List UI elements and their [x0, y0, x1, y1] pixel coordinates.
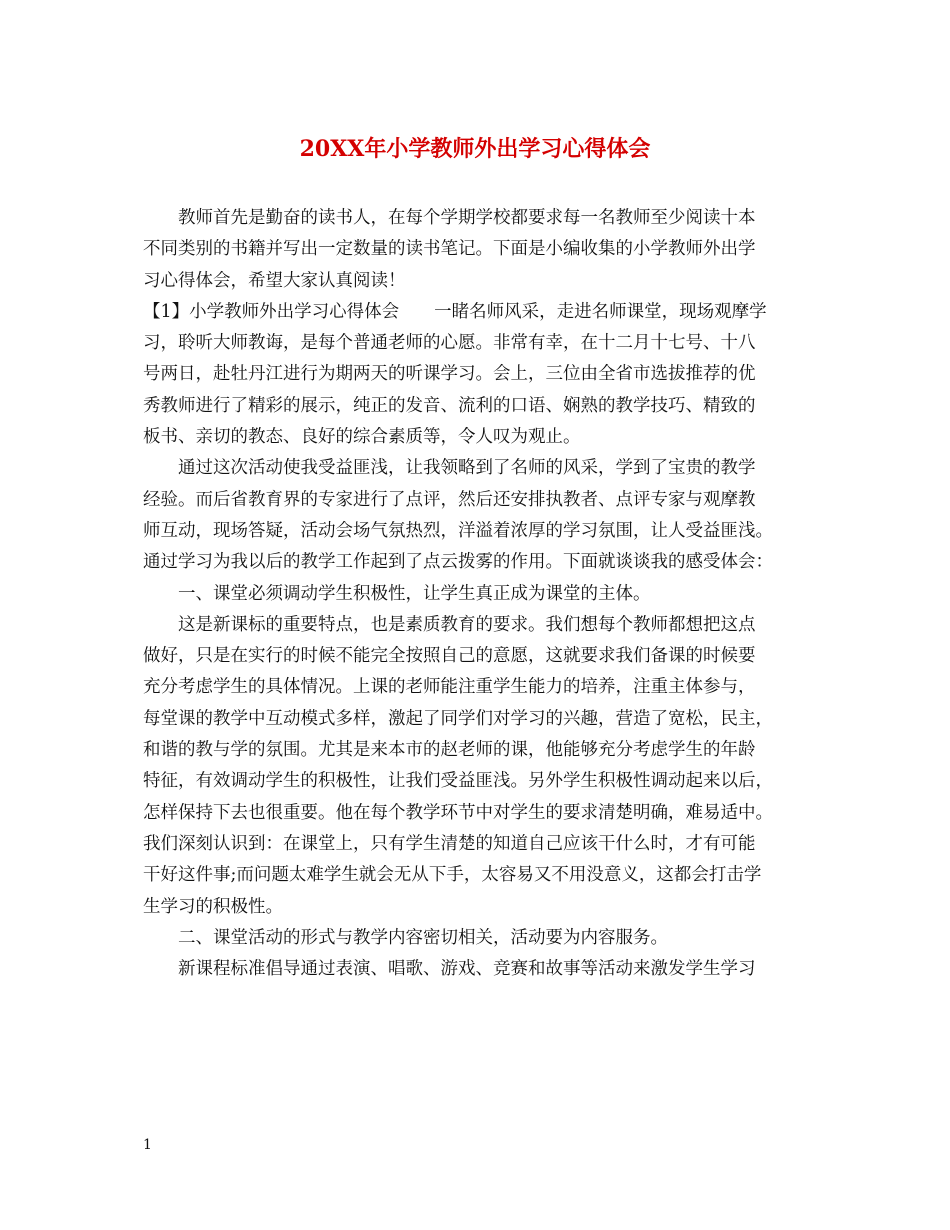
text-line: 生学习的积极性。 [143, 896, 283, 917]
text-line: 新课程标准倡导通过表演、唱歌、游戏、竞赛和故事等活动来激发学生学习 [178, 959, 756, 980]
text-line: 【1】小学教师外出学习心得体会 一睹名师风采，走进名师课堂，现场观摩学 [143, 301, 767, 322]
text-line: 和谐的教与学的氛围。尤其是来本市的赵老师的课，他能够充分考虑学生的年龄 [143, 740, 756, 761]
text-line: 我们深刻认识到：在课堂上，只有学生清楚的知道自己应该干什么时，才有可能 [143, 833, 756, 854]
text-line: 习，聆听大师教诲，是每个普通老师的心愿。非常有幸，在十二月十七号、十八 [143, 333, 756, 354]
text-line: 这是新课标的重要特点，也是素质教育的要求。我们想每个教师都想把这点 [178, 614, 756, 635]
text-line: 一、课堂必须调动学生积极性，让学生真正成为课堂的主体。 [178, 583, 651, 604]
text-line: 秀教师进行了精彩的展示，纯正的发音、流利的口语、娴熟的教学技巧、精致的 [143, 395, 756, 416]
text-line: 做好，只是在实行的时候不能完全按照自己的意愿，这就要求我们备课的时候要 [143, 646, 756, 667]
text-line: 通过这次活动使我受益匪浅，让我领略到了名师的风采，学到了宝贵的教学 [178, 458, 756, 479]
text-line: 通过学习为我以后的教学工作起到了点云拨雾的作用。下面就谈谈我的感受体会： [143, 552, 773, 573]
text-line: 充分考虑学生的具体情况。上课的老师能注重学生能力的培养，注重主体参与， [143, 677, 756, 698]
text-line: 二、课堂活动的形式与教学内容密切相关，活动要为内容服务。 [178, 927, 668, 948]
text-line: 师互动，现场答疑，活动会场气氛热烈，洋溢着浓厚的学习氛围，让人受益匪浅。 [143, 520, 773, 541]
text-line: 怎样保持下去也很重要。他在每个教学环节中对学生的要求清楚明确，难易适中。 [143, 802, 773, 823]
text-line: 教师首先是勤奋的读书人，在每个学期学校都要求每一名教师至少阅读十本 [178, 208, 756, 228]
text-line: 经验。而后省教育界的专家进行了点评，然后还安排执教者、点评专家与观摩教 [143, 489, 756, 510]
text-line: 号两日，赴牡丹江进行为期两天的听课学习。会上，三位由全省市选拔推荐的优 [143, 364, 756, 385]
document-body [143, 203, 829, 985]
text-line: 干好这件事;而问题太难学生就会无从下手，太容易又不用没意义，这都会打击学 [143, 865, 762, 886]
text-line: 习心得体会，希望大家认真阅读！ [143, 270, 406, 291]
text-line: 不同类别的书籍并写出一定数量的读书笔记。下面是小编收集的小学教师外出学 [143, 239, 756, 260]
document-title: 20XX年小学教师外出学习心得体会 [299, 136, 651, 162]
page-number: 1 [143, 1137, 152, 1153]
text-line: 每堂课的教学中互动模式多样，激起了同学们对学习的兴趣，营造了宽松，民主， [143, 708, 773, 729]
text-line: 特征，有效调动学生的积极性，让我们受益匪浅。另外学生积极性调动起来以后， [143, 771, 773, 792]
text-line: 板书、亲切的教态、良好的综合素质等，令人叹为观止。 [143, 427, 581, 448]
